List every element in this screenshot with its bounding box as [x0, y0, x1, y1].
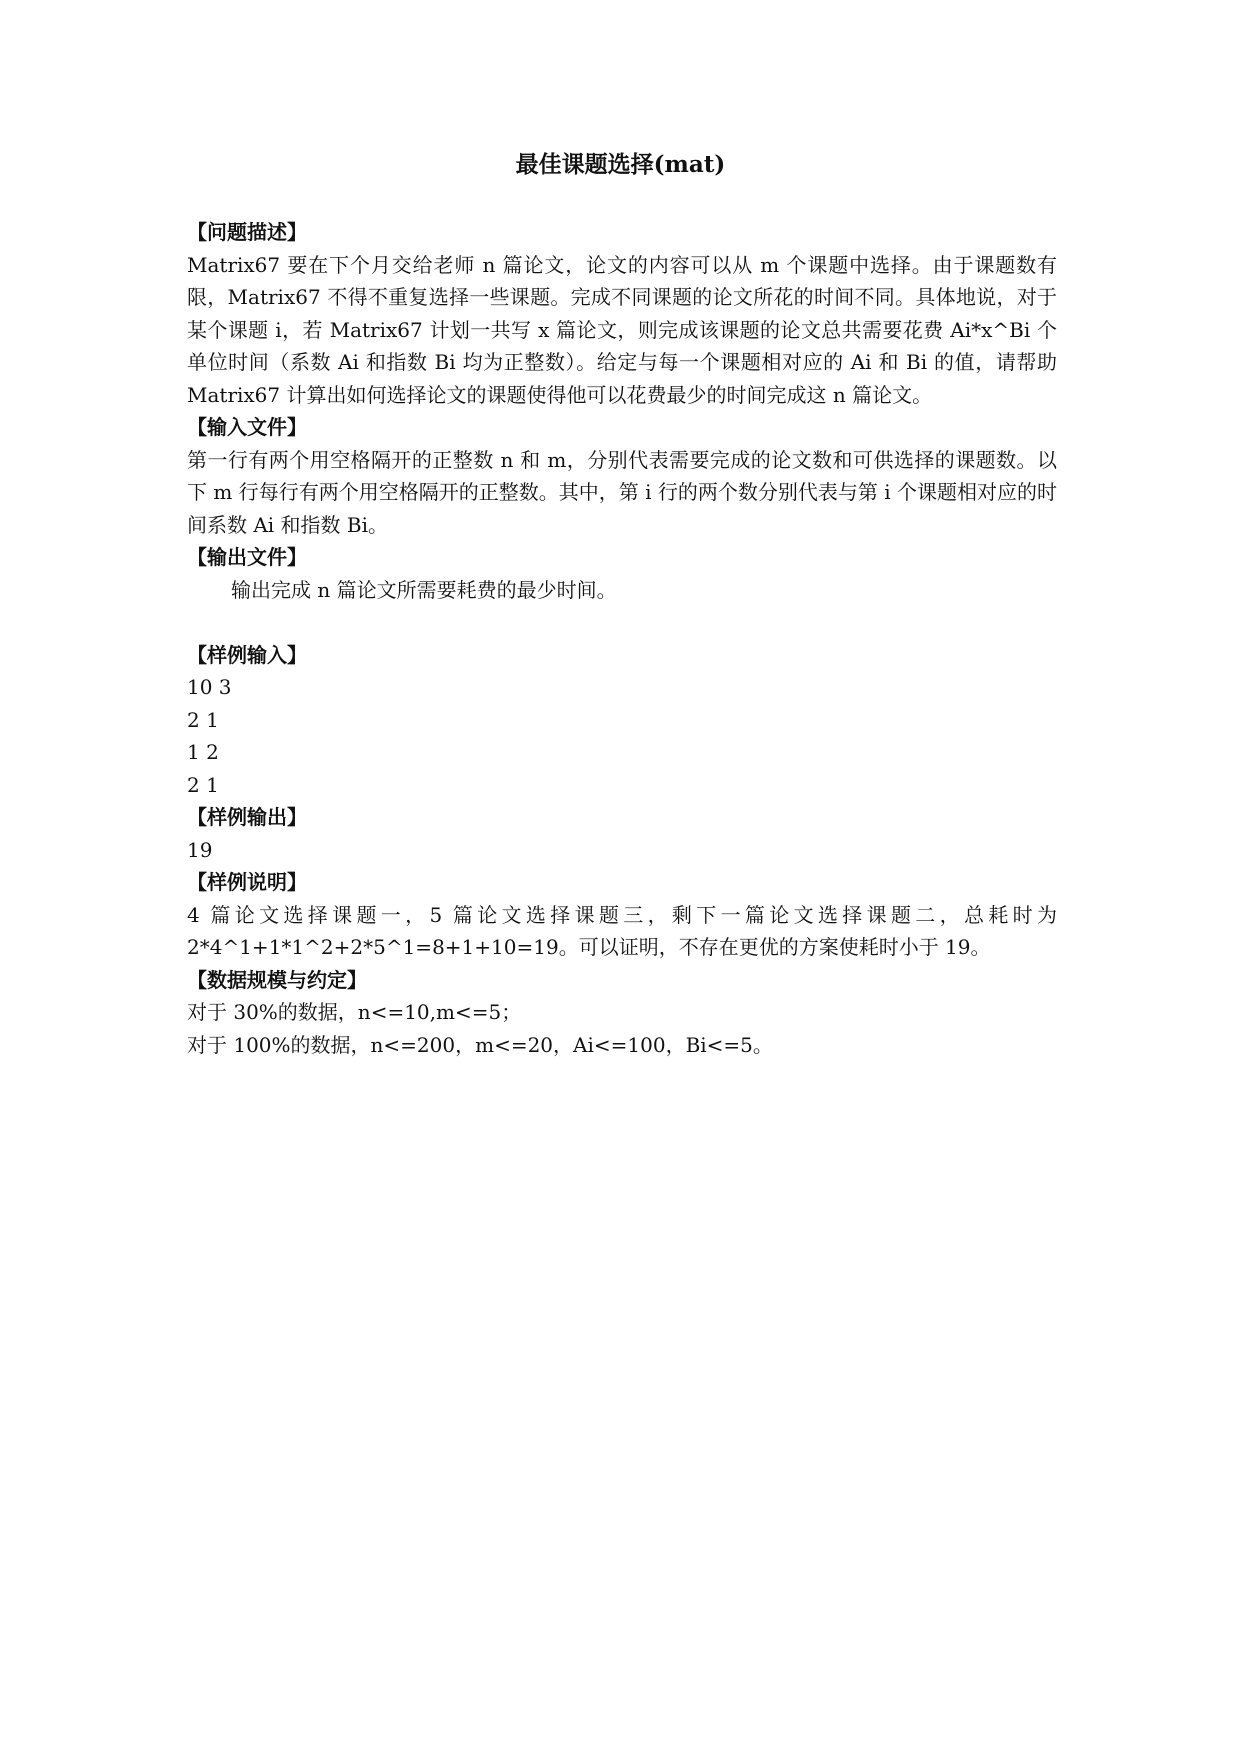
sample-input-line: 1 2 — [187, 740, 219, 764]
document-title: 最佳课题选择(mat) — [515, 151, 726, 178]
sample-explain-text: 4 篇论文选择课题一，5 篇论文选择课题三，剩下一篇论文选择课题二，总耗时为 2*4^1+1*1^2+2*5^1=8+1+10=19。可以证明，不存在更优的方案使耗时小于 19。 — [187, 902, 1057, 959]
problem-heading: 【问题描述】 — [187, 220, 307, 244]
input-text: 第一行有两个用空格隔开的正整数 n 和 m，分别代表需要完成的论文数和可供选择的课题数。以下 m 行每行有两个用空格隔开的正整数。其中，第 i 行的两个数分别代表与第 i 个课题相对应的时间系数 Ai 和指数 Bi。 — [187, 447, 1057, 537]
output-heading: 【输出文件】 — [187, 545, 307, 569]
sample-input-line: 2 1 — [187, 772, 219, 797]
sample-explain-heading: 【样例说明】 — [187, 870, 307, 894]
sample-output-heading: 【样例输出】 — [187, 805, 307, 829]
constraint-line: 对于 100%的数据，n<=200，m<=20，Ai<=100，Bi<=5。 — [187, 1032, 773, 1057]
sample-output-line: 19 — [187, 837, 213, 862]
sample-input-line: 10 3 — [187, 675, 232, 699]
constraints-heading: 【数据规模与约定】 — [187, 967, 367, 992]
constraint-line: 对于 30%的数据，n<=10,m<=5； — [187, 1000, 522, 1024]
problem-text: Matrix67 要在下个月交给老师 n 篇论文，论文的内容可以从 m 个课题中选择。由于课题数有限，Matrix67 不得不重复选择一些课题。完成不同课题的论文所花的时间不同。具体地说，对于某个课题 i，若 Matrix67 计划一共写 x 篇论文，则完成该课题的论文总共需要花费 Ai*x^Bi 个单位时间（系数 Ai 和指数 Bi 均为正整数）。给定与每一个课题相对应的 Ai 和 Bi 的值，请帮助 Matrix67 计算出如何选择论文的课题使得他可以花费最少的时间完成这 n 篇论文。 — [187, 252, 1057, 407]
output-text: 输出完成 n 篇论文所需要耗费的最少时间。 — [231, 577, 617, 602]
input-heading: 【输入文件】 — [187, 415, 307, 439]
sample-input-heading: 【样例输入】 — [187, 642, 307, 667]
spacer — [187, 606, 1057, 639]
document-body — [187, 216, 1057, 1061]
sample-input-line: 2 1 — [187, 707, 219, 732]
